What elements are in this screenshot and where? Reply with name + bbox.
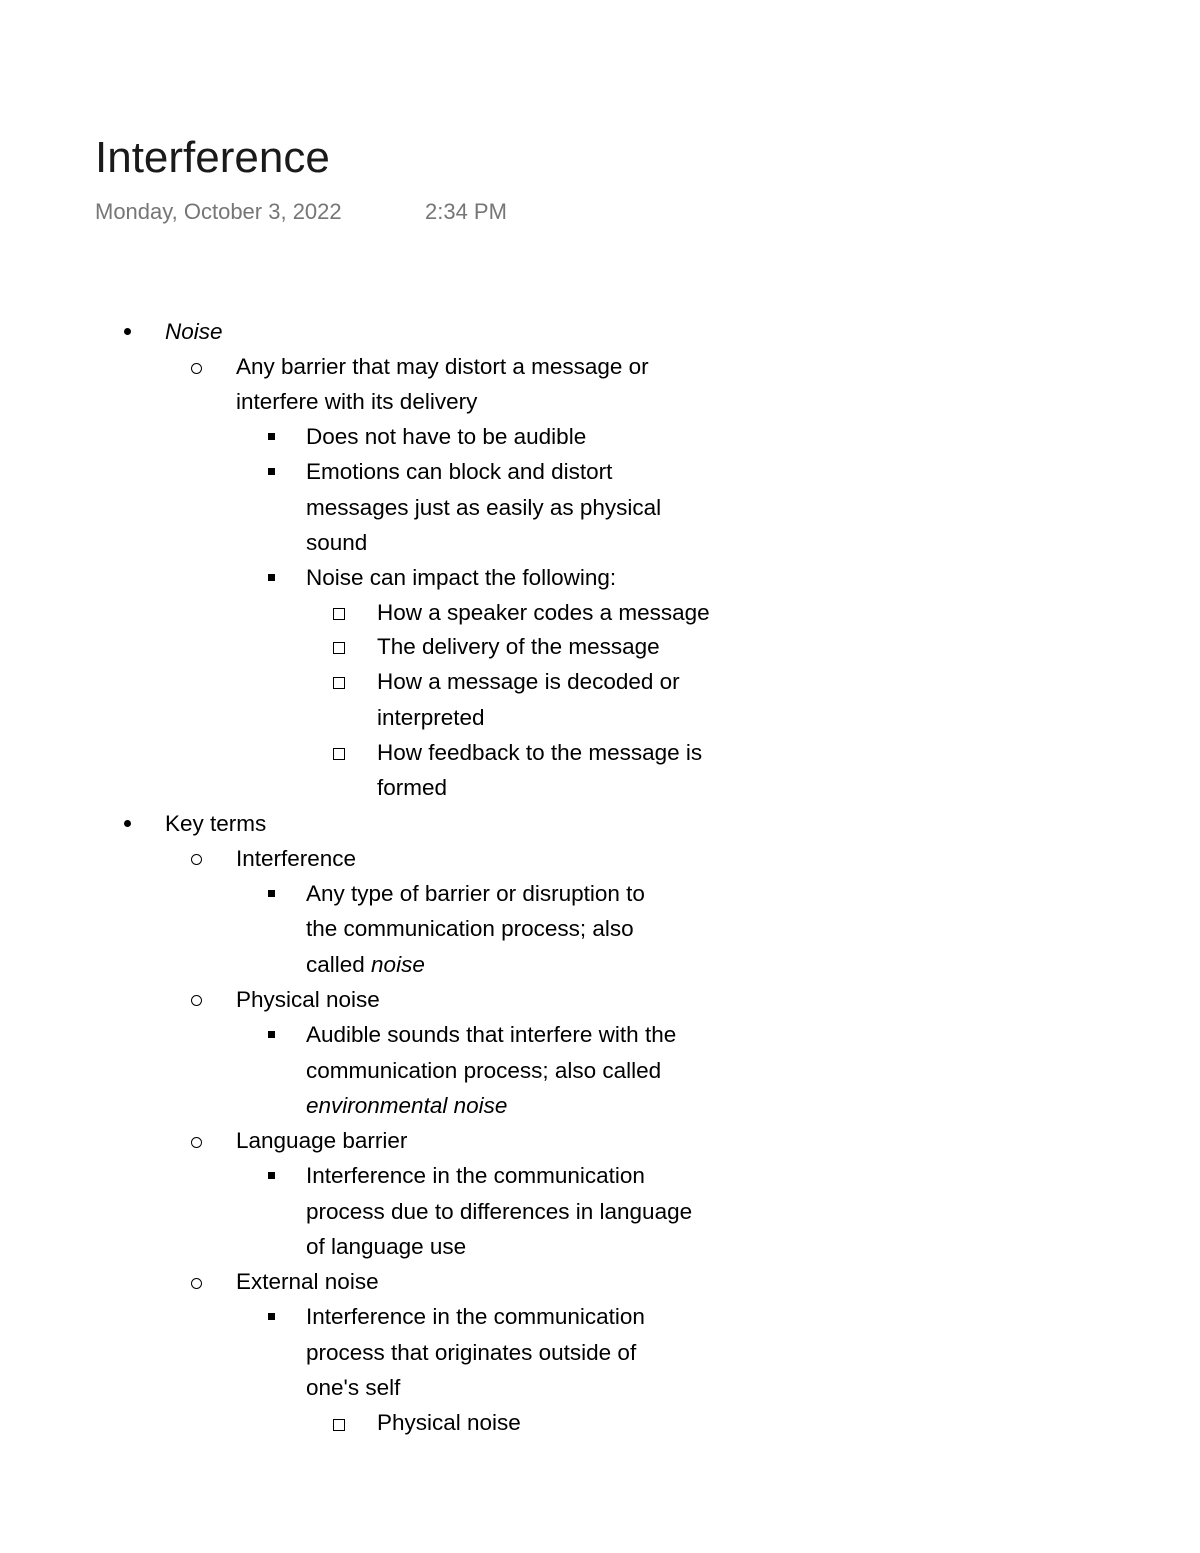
term-interference: Interference: [236, 846, 357, 871]
impact-item-delivery: The delivery of the message: [377, 634, 660, 659]
external-noise-sub-physical: Physical noise: [377, 1410, 521, 1435]
bullet-circle-icon: [191, 363, 202, 374]
impact-item-coding: How a speaker codes a message: [377, 600, 710, 625]
bullet-disc-icon: [124, 820, 131, 827]
bullet-circle-icon: [191, 854, 202, 865]
impact-item-decoding-line2: interpreted: [377, 705, 485, 730]
noise-definition-line2: interfere with its delivery: [236, 389, 478, 414]
bullet-hollow-square-icon: [333, 677, 345, 689]
noise-point-audible: Does not have to be audible: [306, 424, 587, 449]
impact-item-feedback-line1: How feedback to the message is: [377, 740, 703, 765]
bullet-square-icon: [268, 468, 275, 475]
impact-item-feedback-line2: formed: [377, 775, 448, 800]
page-title: Interference: [95, 133, 330, 182]
noise-point-emotions-line2: messages just as easily as physical: [306, 495, 662, 520]
bullet-disc-icon: [124, 328, 131, 335]
bullet-square-icon: [268, 574, 275, 581]
noise-heading: Noise: [165, 319, 223, 344]
term-physical-noise-def-line1: Audible sounds that interfere with the: [306, 1022, 677, 1047]
bullet-hollow-square-icon: [333, 608, 345, 620]
noise-point-emotions-line1: Emotions can block and distort: [306, 459, 613, 484]
bullet-square-icon: [268, 1172, 275, 1179]
bullet-circle-icon: [191, 1278, 202, 1289]
page-date: Monday, October 3, 2022: [95, 199, 342, 224]
bullet-circle-icon: [191, 995, 202, 1006]
bullet-hollow-square-icon: [333, 1419, 345, 1431]
page-timestamp: [95, 197, 507, 227]
noise-definition-line1: Any barrier that may distort a message or: [236, 354, 649, 379]
key-terms-heading: Key terms: [165, 811, 267, 836]
term-physical-noise-def-line2: communication process; also called: [306, 1058, 662, 1083]
bullet-circle-icon: [191, 1137, 202, 1148]
term-language-barrier-def-line1: Interference in the communication: [306, 1163, 645, 1188]
noise-point-emotions-line3: sound: [306, 530, 368, 555]
term-language-barrier-def-line2: process due to differences in language: [306, 1199, 693, 1224]
term-external-noise: External noise: [236, 1269, 379, 1294]
term-language-barrier: Language barrier: [236, 1128, 408, 1153]
term-external-noise-def-line1: Interference in the communication: [306, 1304, 645, 1329]
page-time: 2:34 PM: [425, 199, 507, 224]
noise-point-impact: Noise can impact the following:: [306, 565, 617, 590]
term-physical-noise: Physical noise: [236, 987, 380, 1012]
bullet-hollow-square-icon: [333, 748, 345, 760]
bullet-hollow-square-icon: [333, 642, 345, 654]
term-physical-noise-def-line3: environmental noise: [306, 1093, 508, 1118]
term-interference-def-line1: Any type of barrier or disruption to: [306, 881, 645, 906]
term-interference-def-line3: called noise: [306, 952, 425, 977]
bullet-square-icon: [268, 1313, 275, 1320]
term-language-barrier-def-line3: of language use: [306, 1234, 467, 1259]
bullet-square-icon: [268, 1031, 275, 1038]
term-interference-def-line2: the communication process; also: [306, 916, 634, 941]
bullet-square-icon: [268, 890, 275, 897]
term-external-noise-def-line2: process that originates outside of: [306, 1340, 637, 1365]
term-external-noise-def-line3: one's self: [306, 1375, 401, 1400]
impact-item-decoding-line1: How a message is decoded or: [377, 669, 680, 694]
bullet-square-icon: [268, 433, 275, 440]
